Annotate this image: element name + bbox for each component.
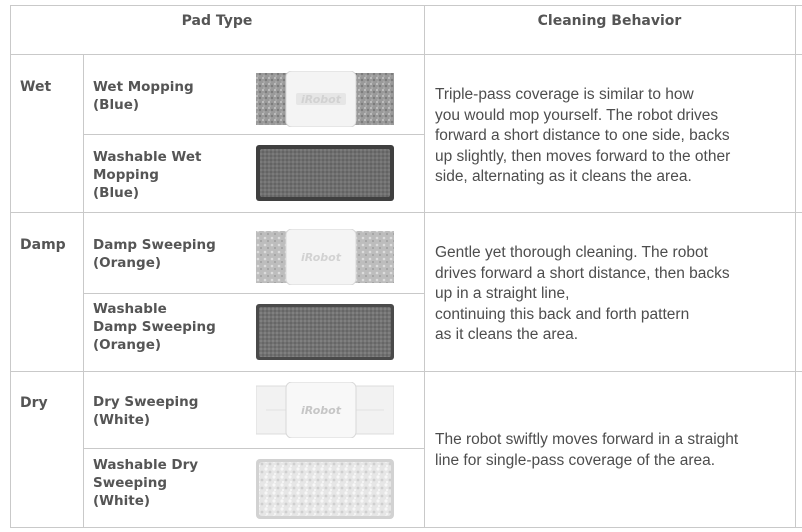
category-wet: Wet <box>20 79 52 95</box>
pad-label-dry-sweeping: Dry Sweeping (White) <box>93 394 199 428</box>
dry-sweeping-pad-image <box>256 382 394 438</box>
washable-wet-mopping-pad-image <box>256 145 394 201</box>
behavior-damp: Gentle yet thorough cleaning. The robot drives forward a short distance, then backs up in a straight line, continuing this back and forth pattern as it cleans the area. <box>435 244 730 343</box>
pad-label-wet-mopping: Wet Mopping (Blue) <box>93 79 194 113</box>
subrow-divider-damp <box>83 293 425 294</box>
svg-text:iRobot: iRobot <box>301 251 341 264</box>
row-divider-damp-dry <box>10 371 802 372</box>
left-border <box>10 5 11 528</box>
washable-dry-sweeping-pad-image <box>256 459 394 515</box>
top-border <box>10 5 802 6</box>
pad-label-washable-wet-mopping: Washable Wet Mopping (Blue) <box>93 149 202 201</box>
header-bottom-border <box>10 54 802 55</box>
category-dry: Dry <box>20 395 48 411</box>
category-column-divider <box>83 54 84 528</box>
wet-mopping-pad-image <box>256 71 394 127</box>
pad-behavior-column-divider <box>424 5 425 528</box>
subrow-divider-dry <box>83 448 425 449</box>
category-damp: Damp <box>20 237 66 253</box>
damp-sweeping-pad-image <box>256 229 394 285</box>
washable-damp-sweeping-pad-image <box>256 304 394 360</box>
row-divider-wet-damp <box>10 212 802 213</box>
pad-label-damp-sweeping: Damp Sweeping (Orange) <box>93 237 216 271</box>
pad-label-washable-dry-sweeping: Washable Dry Sweeping (White) <box>93 457 199 509</box>
bottom-border <box>10 527 802 528</box>
header-pad-type: Pad Type <box>181 13 253 29</box>
svg-text:iRobot: iRobot <box>301 93 341 106</box>
pad-label-washable-damp-sweeping: Washable Damp Sweeping (Orange) <box>93 301 216 353</box>
svg-text:iRobot: iRobot <box>301 404 341 417</box>
behavior-dry: The robot swiftly moves forward in a straight line for single-pass coverage of the area. <box>435 431 739 469</box>
right-column-divider <box>795 5 796 528</box>
header-cleaning-behavior: Cleaning Behavior <box>537 13 682 29</box>
behavior-wet: Triple-pass coverage is similar to how you would mop yourself. The robot drives forward a short distance to one side, backs up slightly, then moves forward to the other side, alternating as it cleans the area. <box>435 86 731 185</box>
subrow-divider-wet <box>83 134 425 135</box>
